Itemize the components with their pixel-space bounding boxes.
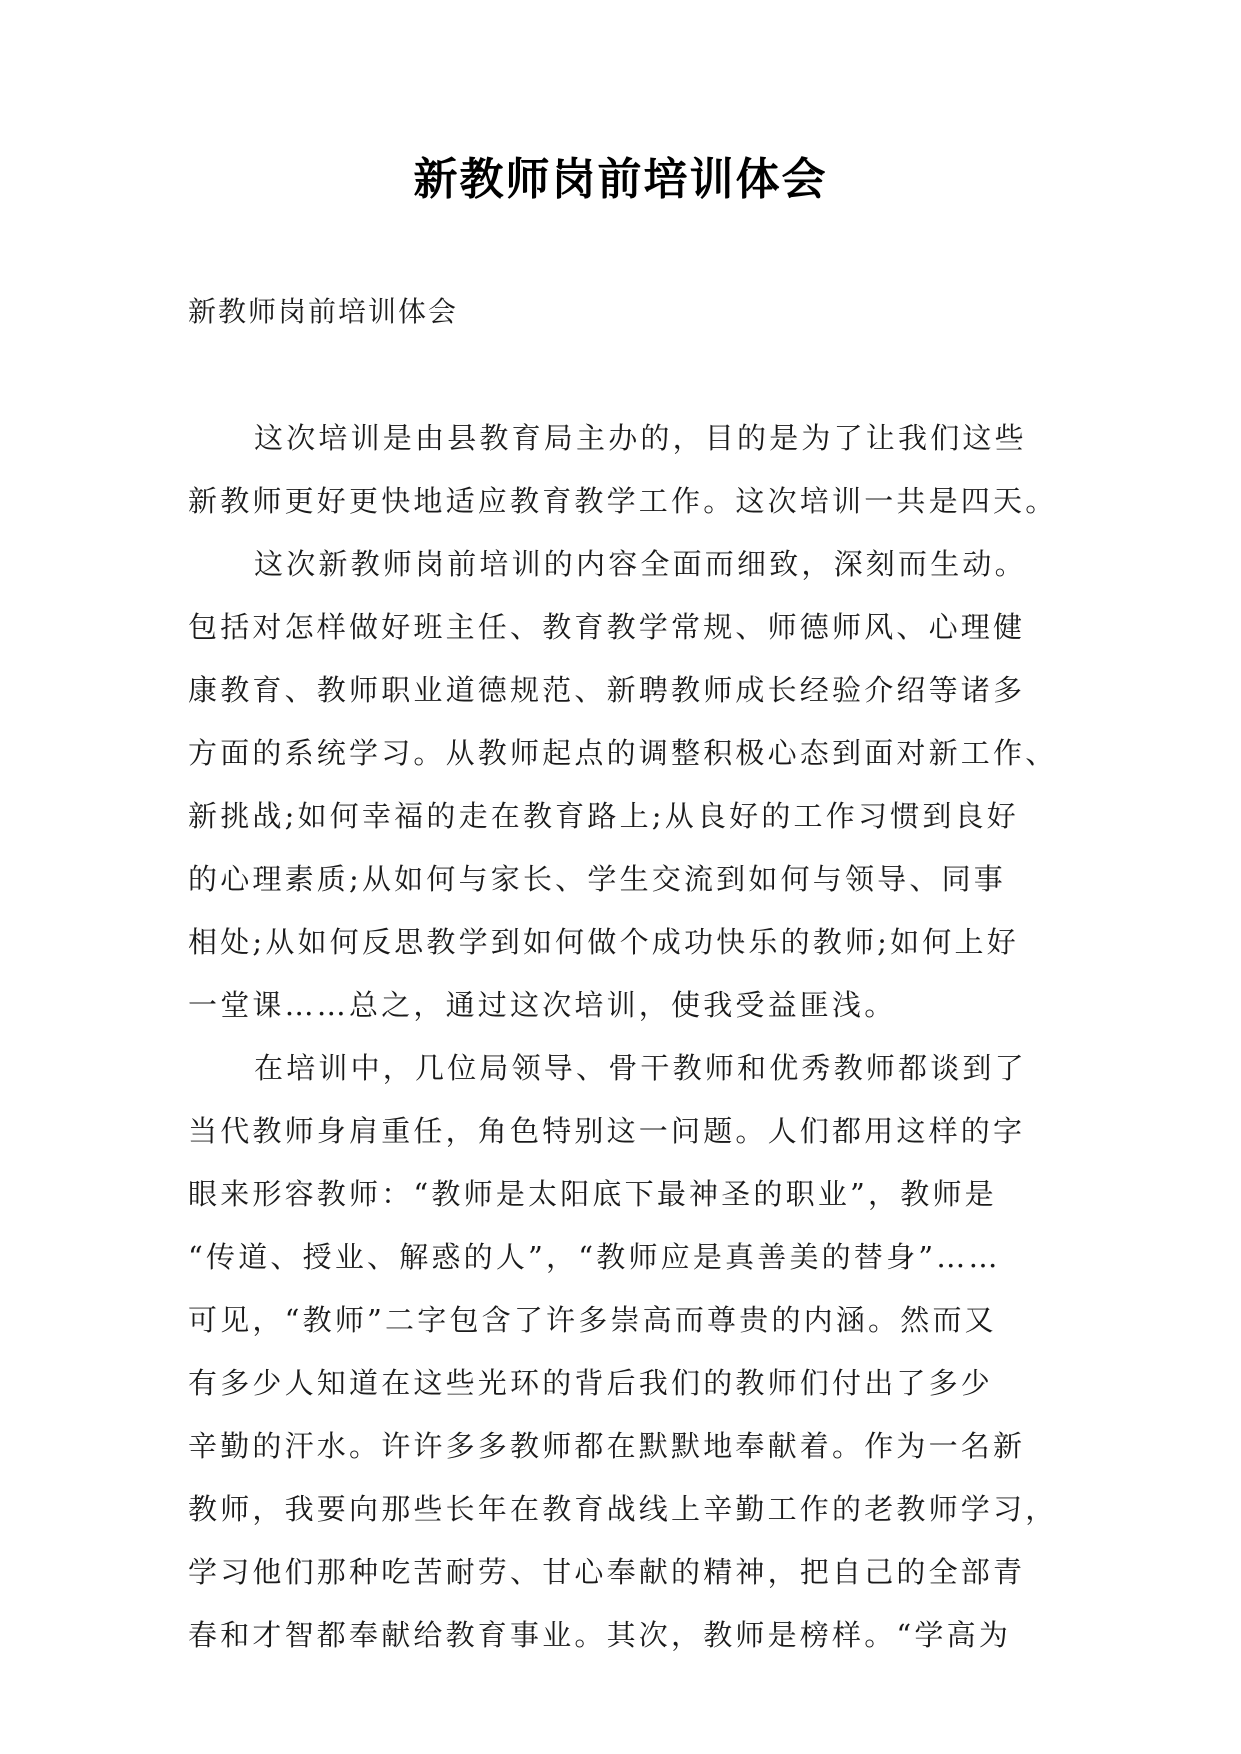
document-subtitle: 新教师岗前培训体会: [188, 295, 459, 328]
document-title: 新教师岗前培训体会: [413, 154, 828, 205]
paragraph-1-line-2: 新教师更好更快地适应教育教学工作。这次培训一共是四天。: [188, 484, 1058, 518]
paragraph-3-line-9: 学习他们那种吃苦耐劳、甘心奉献的精神，把自己的全部青: [188, 1555, 1026, 1589]
paragraph-3-line-1: 在培训中，几位局领导、骨干教师和优秀教师都谈到了: [254, 1051, 1027, 1085]
paragraph-2-line-2: 包括对怎样做好班主任、教育教学常规、师德师风、心理健: [188, 610, 1026, 644]
paragraph-1-line-1: 这次培训是由县教育局主办的，目的是为了让我们这些: [254, 421, 1027, 455]
paragraph-2-line-6: 的心理素质;从如何与家长、学生交流到如何与领导、同事: [188, 862, 1006, 896]
paragraph-2-line-4: 方面的系统学习。从教师起点的调整积极心态到面对新工作、: [188, 736, 1058, 770]
paragraph-3-line-3: 眼来形容教师：“教师是太阳底下最神圣的职业”，教师是: [188, 1177, 997, 1211]
paragraph-3-line-4: “传道、授业、解惑的人”，“教师应是真善美的替身”……: [188, 1240, 1001, 1274]
paragraph-2-line-5: 新挑战;如何幸福的走在教育路上;从良好的工作习惯到良好: [188, 799, 1019, 833]
paragraph-2-line-7: 相处;从如何反思教学到如何做个成功快乐的教师;如何上好: [188, 925, 1019, 959]
paragraph-3-line-10: 春和才智都奉献给教育事业。其次，教师是榜样。“学高为: [188, 1618, 1012, 1652]
paragraph-3-line-2: 当代教师身肩重任，角色特别这一问题。人们都用这样的字: [188, 1114, 1026, 1148]
paragraph-3-line-7: 辛勤的汗水。许许多多教师都在默默地奉献着。作为一名新: [188, 1429, 1026, 1463]
document-body: [188, 407, 1058, 1667]
paragraph-3-line-5: 可见，“教师”二字包含了许多崇高而尊贵的内涵。然而又: [188, 1303, 997, 1337]
paragraph-2-line-3: 康教育、教师职业道德规范、新聘教师成长经验介绍等诸多: [188, 673, 1026, 707]
paragraph-2-line-8: 一堂课……总之，通过这次培训，使我受益匪浅。: [188, 988, 897, 1022]
paragraph-2-line-1: 这次新教师岗前培训的内容全面而细致，深刻而生动。: [254, 547, 1027, 581]
paragraph-3-line-6: 有多少人知道在这些光环的背后我们的教师们付出了多少: [188, 1366, 994, 1400]
paragraph-3-line-8: 教师，我要向那些长年在教育战线上辛勤工作的老教师学习，: [188, 1492, 1058, 1526]
